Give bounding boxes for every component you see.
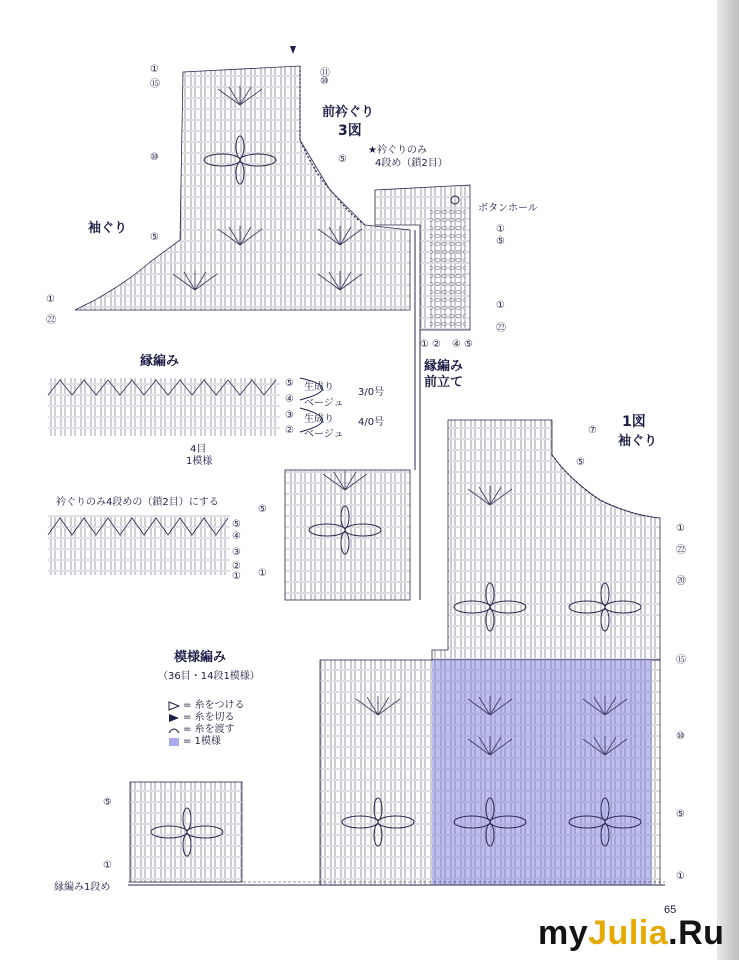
armhole-label-fig1: 袖ぐり (618, 434, 658, 449)
row-num: ④ (452, 339, 461, 350)
edging-front-label-1: 縁編み (424, 359, 464, 374)
row-num: ㉒ (676, 545, 686, 556)
carry-yarn-icon (168, 725, 180, 735)
row-num: ① (676, 871, 685, 882)
row-num: ⑮ (676, 655, 686, 666)
fig3-label: 3図 (338, 123, 362, 139)
front-neck-title: 前衿ぐり (322, 105, 375, 120)
cut-yarn-icon (168, 713, 180, 723)
row-num: ⑤ (232, 519, 241, 530)
row-num: ② (232, 561, 241, 572)
symbol-legend (168, 700, 245, 748)
edging-strip (48, 378, 323, 436)
pattern-subtitle: （36目・14段1模様） (158, 671, 260, 682)
row-num: ① (150, 64, 159, 75)
edging-title: 縁編み (140, 354, 180, 369)
legend-item-attach: = 糸をつける (168, 700, 245, 712)
hook-size-3: 3/0号 (358, 387, 385, 398)
attach-yarn-icon (168, 701, 180, 711)
edging-row1-label: 縁編み1段め (54, 882, 111, 893)
row-num: ② (432, 339, 441, 350)
row-num: ㉒ (46, 315, 56, 326)
collar-note: 衿ぐりのみ4段めの（鎖2目）にする (56, 497, 219, 508)
row-num: ⑤ (496, 236, 505, 247)
row-num: ⑩ (150, 152, 159, 163)
row-num: ⑤ (338, 154, 347, 165)
edging-front-label-2: 前立て (424, 375, 464, 390)
pattern-title: 模様編み (174, 650, 227, 665)
row-num: ⑪ (320, 68, 330, 79)
edging-color-2: ベージュ (304, 429, 344, 440)
armhole-label-top: 袖ぐり (88, 221, 128, 236)
row-num: ⑤ (103, 797, 112, 808)
row-num: ㉒ (496, 323, 506, 334)
row-num: ① (103, 860, 112, 871)
row-num: ① (232, 571, 241, 582)
fig1-label: 1図 (622, 414, 646, 430)
row-num: ⑤ (576, 457, 585, 468)
legend-item-carry: = 糸を渡す (168, 724, 245, 736)
row-num: ⑮ (150, 79, 160, 90)
collar-strip (48, 515, 230, 575)
repeat-label: 1模様 (186, 456, 213, 467)
page-number: 65 (664, 904, 677, 916)
legend-item-repeat: = 1模様 (168, 736, 245, 748)
legend-item-cut: = 糸を切る (168, 712, 245, 724)
buttonhole-label: ボタンホール (478, 203, 538, 214)
row-num: ③ (232, 547, 241, 558)
row-num: ① (496, 224, 505, 235)
hook-size-4: 4/0号 (358, 417, 385, 428)
repeat-swatch-icon (168, 737, 180, 747)
row-num: ⑤ (150, 232, 159, 243)
row-num: ① (258, 568, 267, 579)
row-num: ⑳ (676, 576, 686, 587)
repeat-count: 4目 (190, 444, 207, 455)
edging-row-4: ④ (285, 394, 294, 405)
mid-square-panel (285, 470, 410, 600)
edging-color-3: 生成り (304, 414, 334, 425)
edging-row-5: ⑤ (285, 378, 294, 389)
small-square-panel (130, 782, 242, 882)
row-num: ① (496, 300, 505, 311)
edging-color-4: ベージュ (304, 398, 344, 409)
star-note-line1: ★衿ぐりのみ (368, 145, 427, 156)
edging-color-5: 生成り (304, 382, 334, 393)
row-num: ⑦ (588, 425, 597, 436)
row-num: ① (420, 339, 429, 350)
fig3-panel (75, 46, 410, 310)
row-num: ⑤ (676, 809, 685, 820)
star-note-line2: 4段め（鎖2目） (375, 158, 448, 169)
row-num: ① (46, 294, 55, 305)
row-num: ⑤ (258, 504, 267, 515)
row-num: ⑤ (464, 339, 473, 350)
row-num: ⑩ (320, 76, 329, 87)
edging-row-2: ② (285, 425, 294, 436)
edging-row-3: ③ (285, 410, 294, 421)
row-num: ① (676, 523, 685, 534)
row-num: ④ (232, 531, 241, 542)
site-watermark: myJulia.Ru (538, 914, 725, 952)
row-num: ⑩ (676, 731, 685, 742)
